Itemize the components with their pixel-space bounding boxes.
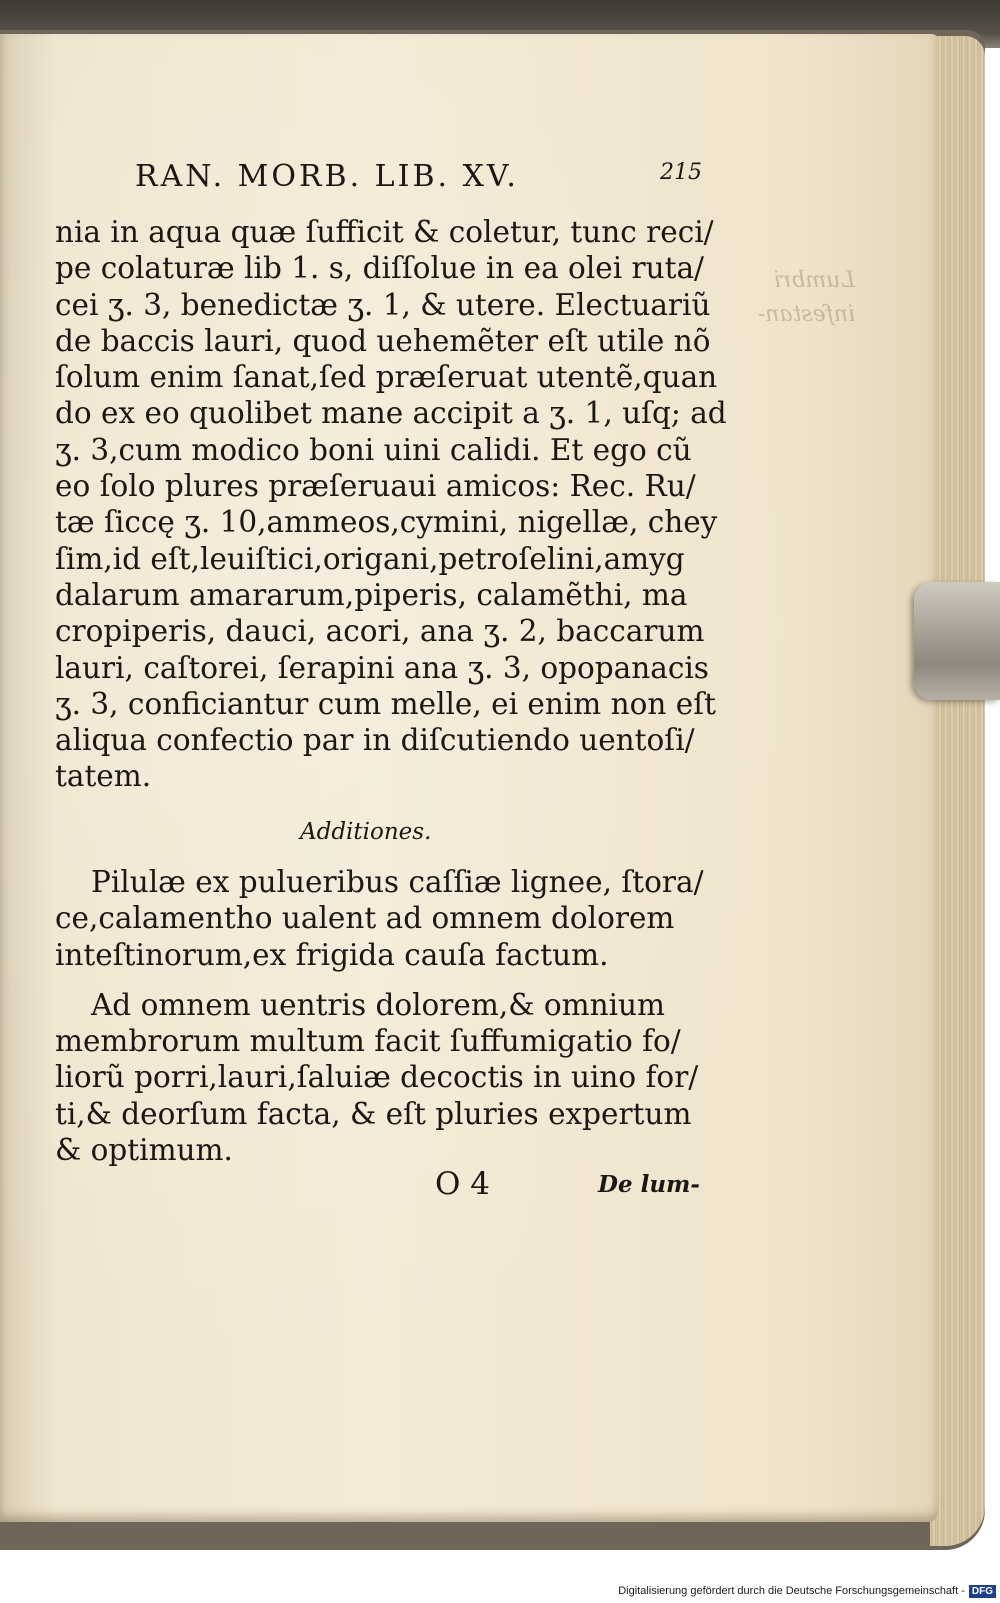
text-line: ʒ. 3, conficiantur cum melle, ei enim non eſt [55, 686, 717, 721]
footer-credit-bar [0, 1580, 1000, 1603]
text-line: ti,& deorſum facta, & eſt pluries expertum [55, 1096, 692, 1131]
text-line: membrorum multum facit ſuffumigatio fo/ [55, 1024, 681, 1059]
section-heading: Additiones. [300, 819, 432, 845]
text-line: lauri, caſtorei, ſerapini ana ʒ. 3, opopanacis [55, 650, 709, 685]
text-line: do ex eo quolibet mane accipit a ʒ. 1, uſq; ad [55, 396, 727, 431]
text-line: liorũ porri,lauri,ſaluiæ decoctis in uino for/ [55, 1060, 699, 1095]
text-line: ʒ. 3,cum modico boni uini calidi. Et ego cũ [55, 432, 692, 467]
text-line: tæ ſiccę ʒ. 10,ammeos,cymini, nigellæ, chey [55, 505, 718, 540]
text-line: tatem. [55, 759, 152, 794]
book-clasp [914, 582, 1000, 700]
main-text-block [55, 214, 727, 795]
text-line: & optimum. [55, 1133, 233, 1168]
text-line: Pilulæ ex pulueribus caſſiæ lignee, ſtora/ [91, 865, 704, 899]
text-line: nia in aqua quæ ſufficit & coletur, tunc reci/ [55, 215, 714, 249]
signature-mark: O 4 [435, 1166, 490, 1202]
text-line: ſolum enim ſanat,ſed præſeruat utentẽ,quan [55, 360, 718, 395]
footer-credit-text: Digitalisierung gefördert durch die Deutsche Forschungsgemeinschaft - [618, 1585, 965, 1597]
text-line: inteſtinorum,ex frigida cauſa factum. [55, 937, 609, 972]
bleed-through-text [705, 264, 855, 384]
text-line: ſim,id eſt,leuiſtici,origani,petroſelini,amyg [55, 541, 685, 576]
additions-text-block [55, 864, 704, 1168]
bleed-through-line: infestan- [757, 302, 855, 327]
text-line: ce,calamentho ualent ad omnem dolorem [55, 901, 675, 936]
catchword: De lum- [598, 1171, 700, 1198]
bleed-through-line: Lumbri [773, 268, 855, 293]
running-head: RAN. MORB. LIB. XV. [135, 159, 519, 194]
book-page [0, 34, 938, 1522]
dfg-logo: DFG [969, 1585, 996, 1598]
text-line: eo ſolo plures præſeruaui amicos: Rec. Ru/ [55, 469, 696, 504]
text-line: pe colaturæ lib 1. s, diſſolue in ea olei ruta/ [55, 251, 704, 286]
folio-number: 215 [660, 160, 702, 185]
text-line: de baccis lauri, quod uehemẽter eſt utile nõ [55, 323, 711, 358]
text-line: aliqua confectio par in diſcutiendo uentoſi/ [55, 723, 695, 758]
text-line: cropiperis, dauci, acori, ana ʒ. 2, baccarum [55, 614, 705, 649]
text-line: dalarum amararum,piperis, calamẽthi, ma [55, 577, 688, 612]
text-line: cei ʒ. 3, benedictæ ʒ. 1, & utere. Electuariũ [55, 287, 711, 322]
text-line: Ad omnem uentris dolorem,& omnium [91, 987, 665, 1022]
page-fore-edge [930, 36, 985, 1546]
